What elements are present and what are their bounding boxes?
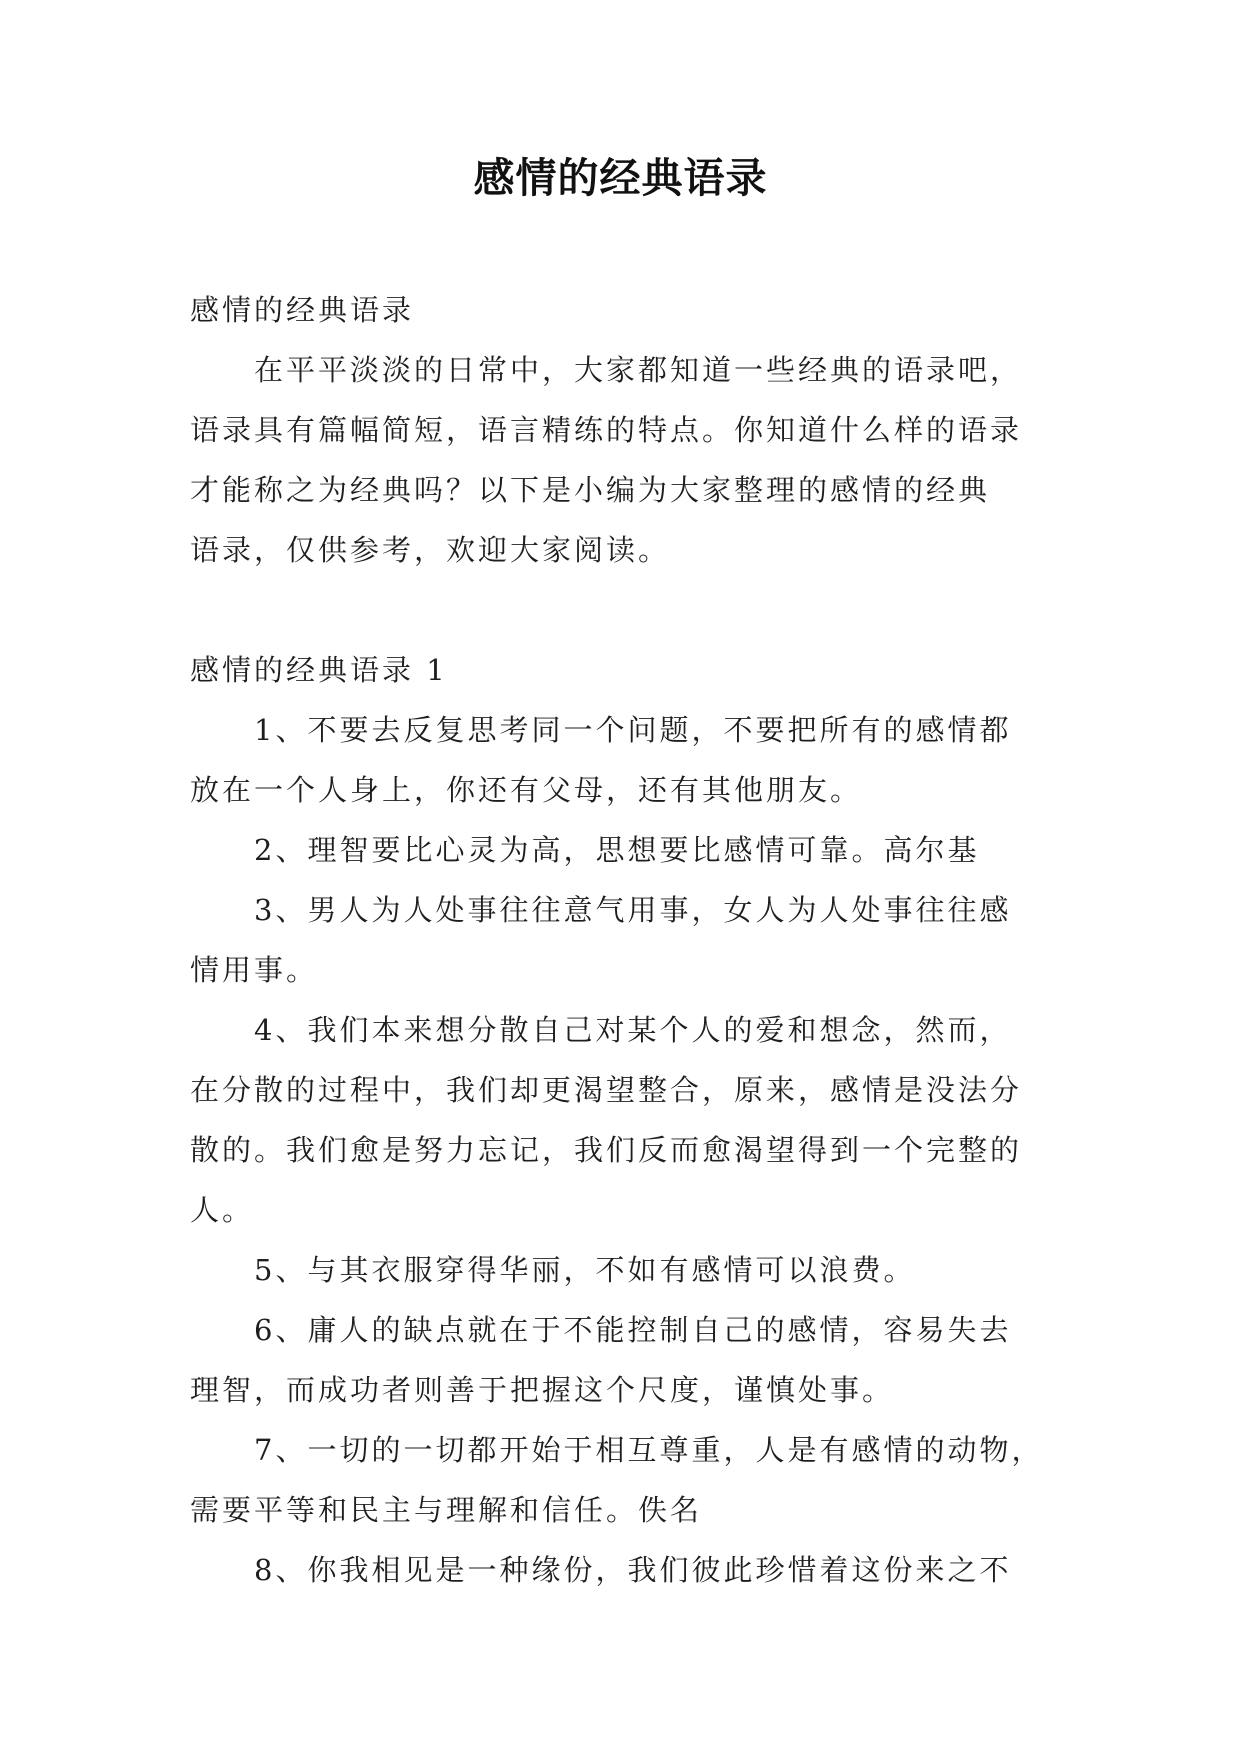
text-line: 3、男人为人处事往往意气用事，女人为人处事往往感: [254, 893, 1012, 927]
text-line: 语录，仅供参考，欢迎大家阅读。: [190, 533, 671, 567]
text-line: 1、不要去反复思考同一个问题，不要把所有的感情都: [254, 713, 1012, 747]
text-line: 理智，而成功者则善于把握这个尺度，谨慎处事。: [190, 1373, 895, 1407]
text-line: 语录具有篇幅简短，语言精练的特点。你知道什么样的语录: [190, 413, 1023, 447]
text-line: 2、理智要比心灵为高，思想要比感情可靠。高尔基: [254, 833, 980, 867]
text-line: 放在一个人身上，你还有父母，还有其他朋友。: [190, 773, 863, 807]
text-line: 在分散的过程中，我们却更渴望整合，原来，感情是没法分: [190, 1073, 1023, 1107]
text-line: 散的。我们愈是努力忘记，我们反而愈渴望得到一个完整的: [190, 1133, 1023, 1167]
text-line: 6、庸人的缺点就在于不能控制自己的感情，容易失去: [254, 1313, 1012, 1347]
text-line: 5、与其衣服穿得华丽，不如有感情可以浪费。: [254, 1253, 916, 1287]
text-line: 8、你我相见是一种缘份，我们彼此珍惜着这份来之不: [254, 1553, 1012, 1587]
text-line: 在平平淡淡的日常中，大家都知道一些经典的语录吧，: [254, 353, 1023, 387]
text-line: 才能称之为经典吗？以下是小编为大家整理的感情的经典: [190, 473, 991, 507]
document-body: [190, 280, 1070, 1600]
text-line: 人。: [190, 1193, 255, 1227]
paragraph-gap: [190, 580, 1070, 640]
text-line: 4、我们本来想分散自己对某个人的爱和想念，然而，: [254, 1013, 1012, 1047]
text-line: 感情的经典语录 1: [190, 653, 448, 687]
text-line: 需要平等和民主与理解和信任。佚名: [190, 1493, 703, 1527]
text-line: 7、一切的一切都开始于相互尊重，人是有感情的动物，: [254, 1433, 1044, 1467]
text-line: 情用事。: [190, 953, 319, 987]
document-title: 感情的经典语录: [473, 154, 768, 202]
text-line: 感情的经典语录: [190, 293, 415, 327]
